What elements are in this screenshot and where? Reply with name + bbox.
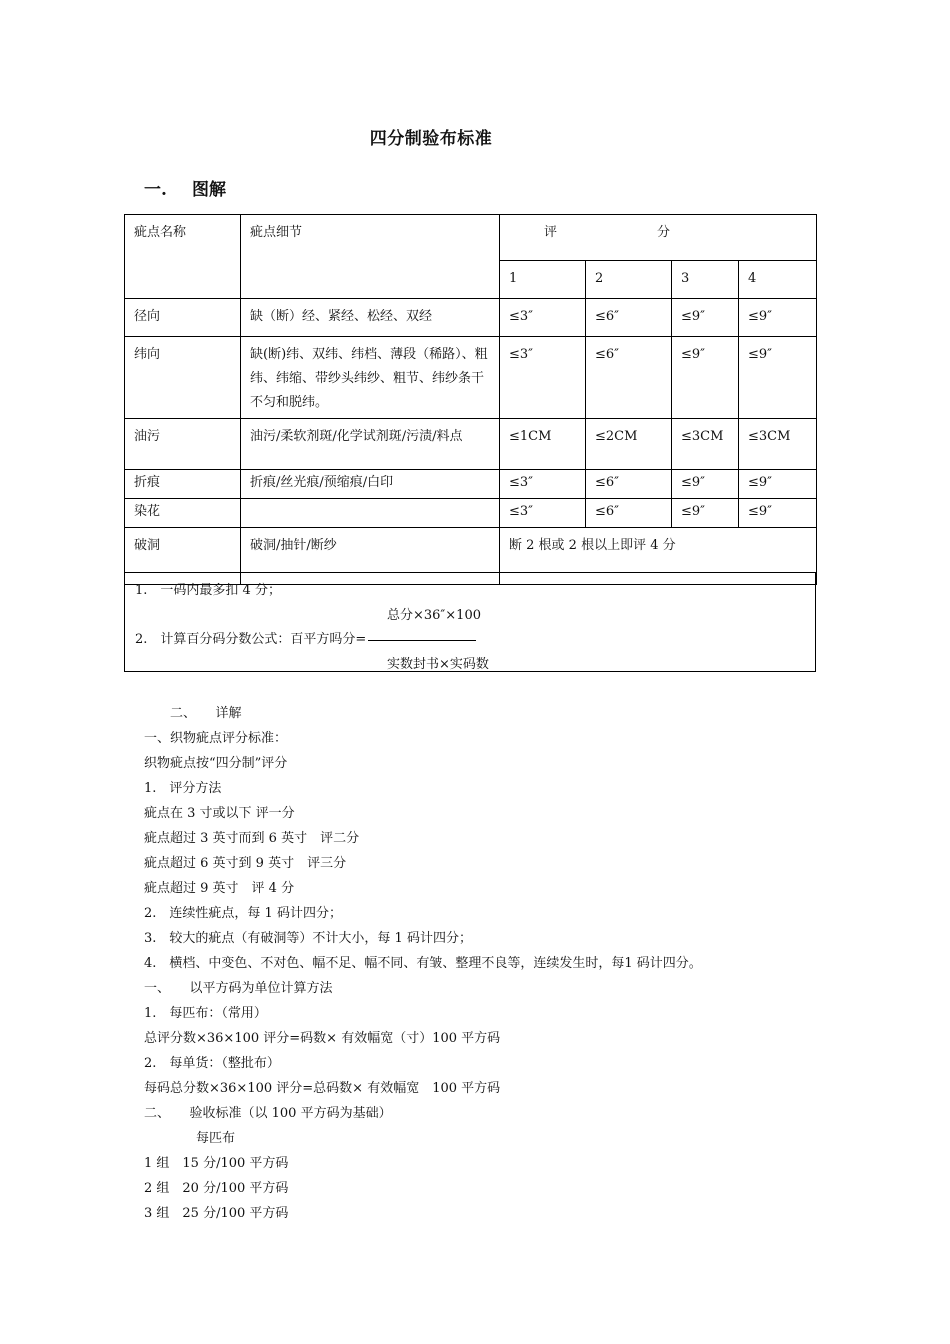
header-defect-detail: 疵点细节 — [241, 215, 500, 299]
detail-line: 1. 评分方法 — [144, 781, 222, 796]
header-score — [500, 215, 817, 261]
table-row-oil — [125, 419, 817, 470]
score-cell: ≤3CM — [739, 419, 817, 470]
score-cell: ≤9″ — [739, 499, 817, 528]
detail-line: 1. 每匹布：（常用） — [144, 1006, 267, 1021]
score-cell: ≤9″ — [672, 499, 739, 528]
defect-name: 纬向 — [125, 337, 241, 419]
detail-line: 每码总分数×36×100 评分=总码数× 有效幅宽 100 平方码 — [144, 1081, 501, 1096]
table-row-crease — [125, 470, 817, 499]
detail-line: 2. 连续性疵点，每 1 码计四分； — [144, 906, 342, 921]
formula-item-1: 1. 一码内最多扣 4 分； — [135, 583, 281, 598]
detail-line: 一、织物疵点评分标准： — [144, 731, 288, 746]
score-cell: ≤3″ — [500, 499, 586, 528]
defect-detail: 缺(断)纬、双纬、纬档、薄段（稀路）、粗纬、纬缩、带纱头纬纱、粗节、纬纱条干不匀和脱纬。 — [241, 337, 500, 419]
defect-table — [124, 214, 817, 585]
formula-numerator: 总分×36″×100 — [387, 608, 481, 623]
detail-line: 织物疵点按“四分制”评分 — [144, 756, 288, 771]
score-cell: ≤3CM — [672, 419, 739, 470]
page-title: 四分制验布标准 — [369, 129, 493, 149]
detail-line: 每匹布 — [144, 1131, 236, 1146]
defect-name: 径向 — [125, 299, 241, 337]
score-cell: ≤9″ — [739, 299, 817, 337]
header-score-a: 评 — [544, 225, 558, 240]
score-cell: ≤6″ — [586, 299, 672, 337]
formula-box — [124, 572, 816, 672]
score-cell: ≤2CM — [586, 419, 672, 470]
score-cell: ≤9″ — [672, 337, 739, 419]
section-number: 一. — [144, 180, 167, 200]
detail-line: 总评分数×36×100 评分=码数× 有效幅宽（寸）100 平方码 — [144, 1031, 501, 1046]
table-row-weft — [125, 337, 817, 419]
section-label: 图解 — [192, 180, 226, 200]
level-header: 2 — [586, 261, 672, 299]
score-cell: ≤3″ — [500, 299, 586, 337]
score-cell: ≤3″ — [500, 470, 586, 499]
defect-detail: 缺（断）经、紧经、松经、双经 — [241, 299, 500, 337]
score-cell: ≤9″ — [739, 337, 817, 419]
score-cell: ≤6″ — [586, 499, 672, 528]
detail-line: 疵点超过 6 英寸到 9 英寸 评三分 — [144, 856, 347, 871]
header-defect-name: 疵点名称 — [125, 215, 241, 299]
detail-line: 3 组 25 分/100 平方码 — [144, 1206, 289, 1221]
level-header: 1 — [500, 261, 586, 299]
detail-line: 2. 每单货：（整批布） — [144, 1056, 280, 1071]
score-cell: ≤3″ — [500, 337, 586, 419]
detail-line: 1 组 15 分/100 平方码 — [144, 1156, 289, 1171]
table-header-row — [125, 215, 817, 261]
header-score-b: 分 — [657, 225, 671, 240]
table-row-warp — [125, 299, 817, 337]
defect-detail: 破洞/抽针/断纱 — [241, 528, 500, 585]
table-row-stain — [125, 499, 817, 528]
score-cell: ≤6″ — [586, 470, 672, 499]
score-cell: ≤9″ — [672, 470, 739, 499]
score-cell: ≤1CM — [500, 419, 586, 470]
defect-name: 染花 — [125, 499, 241, 528]
defect-detail — [241, 499, 500, 528]
level-header: 3 — [672, 261, 739, 299]
detail-line: 4. 横档、中变色、不对色、幅不足、幅不同、有皱、整理不良等，连续发生时，每1 码计四分。 — [144, 956, 702, 971]
section-heading-diagram — [144, 175, 226, 200]
detail-line: 疵点在 3 寸或以下 评一分 — [144, 806, 295, 821]
hole-score-note: 断 2 根或 2 根以上即评 4 分 — [500, 528, 817, 585]
formula-denominator: 实数封书×实码数 — [387, 657, 489, 672]
detail-line: 二、 验收标准（以 100 平方码为基础） — [144, 1106, 392, 1121]
score-cell: ≤6″ — [586, 337, 672, 419]
defect-name: 破洞 — [125, 528, 241, 585]
defect-detail: 油污/柔软剂斑/化学试剂斑/污渍/料点 — [241, 419, 500, 470]
formula-item-2 — [135, 628, 476, 647]
score-cell: ≤9″ — [739, 470, 817, 499]
level-header: 4 — [739, 261, 817, 299]
detail-line: 疵点超过 9 英寸 评 4 分 — [144, 881, 295, 896]
defect-name: 折痕 — [125, 470, 241, 499]
detail-line: 一、 以平方码为单位计算方法 — [144, 981, 333, 996]
fraction-bar — [368, 639, 476, 641]
defect-detail: 折痕/丝光痕/预缩痕/白印 — [241, 470, 500, 499]
formula-item-2-text: 2. 计算百分码分数公式：百平方吗分= — [135, 632, 367, 647]
detail-line: 疵点超过 3 英寸而到 6 英寸 评二分 — [144, 831, 360, 846]
score-cell: ≤9″ — [672, 299, 739, 337]
detail-line: 3. 较大的疵点（有破洞等）不计大小，每 1 码计四分； — [144, 931, 472, 946]
detail-section — [144, 701, 702, 1226]
detail-line: 2 组 20 分/100 平方码 — [144, 1181, 289, 1196]
defect-name: 油污 — [125, 419, 241, 470]
detail-line: 二、 详解 — [144, 706, 242, 721]
